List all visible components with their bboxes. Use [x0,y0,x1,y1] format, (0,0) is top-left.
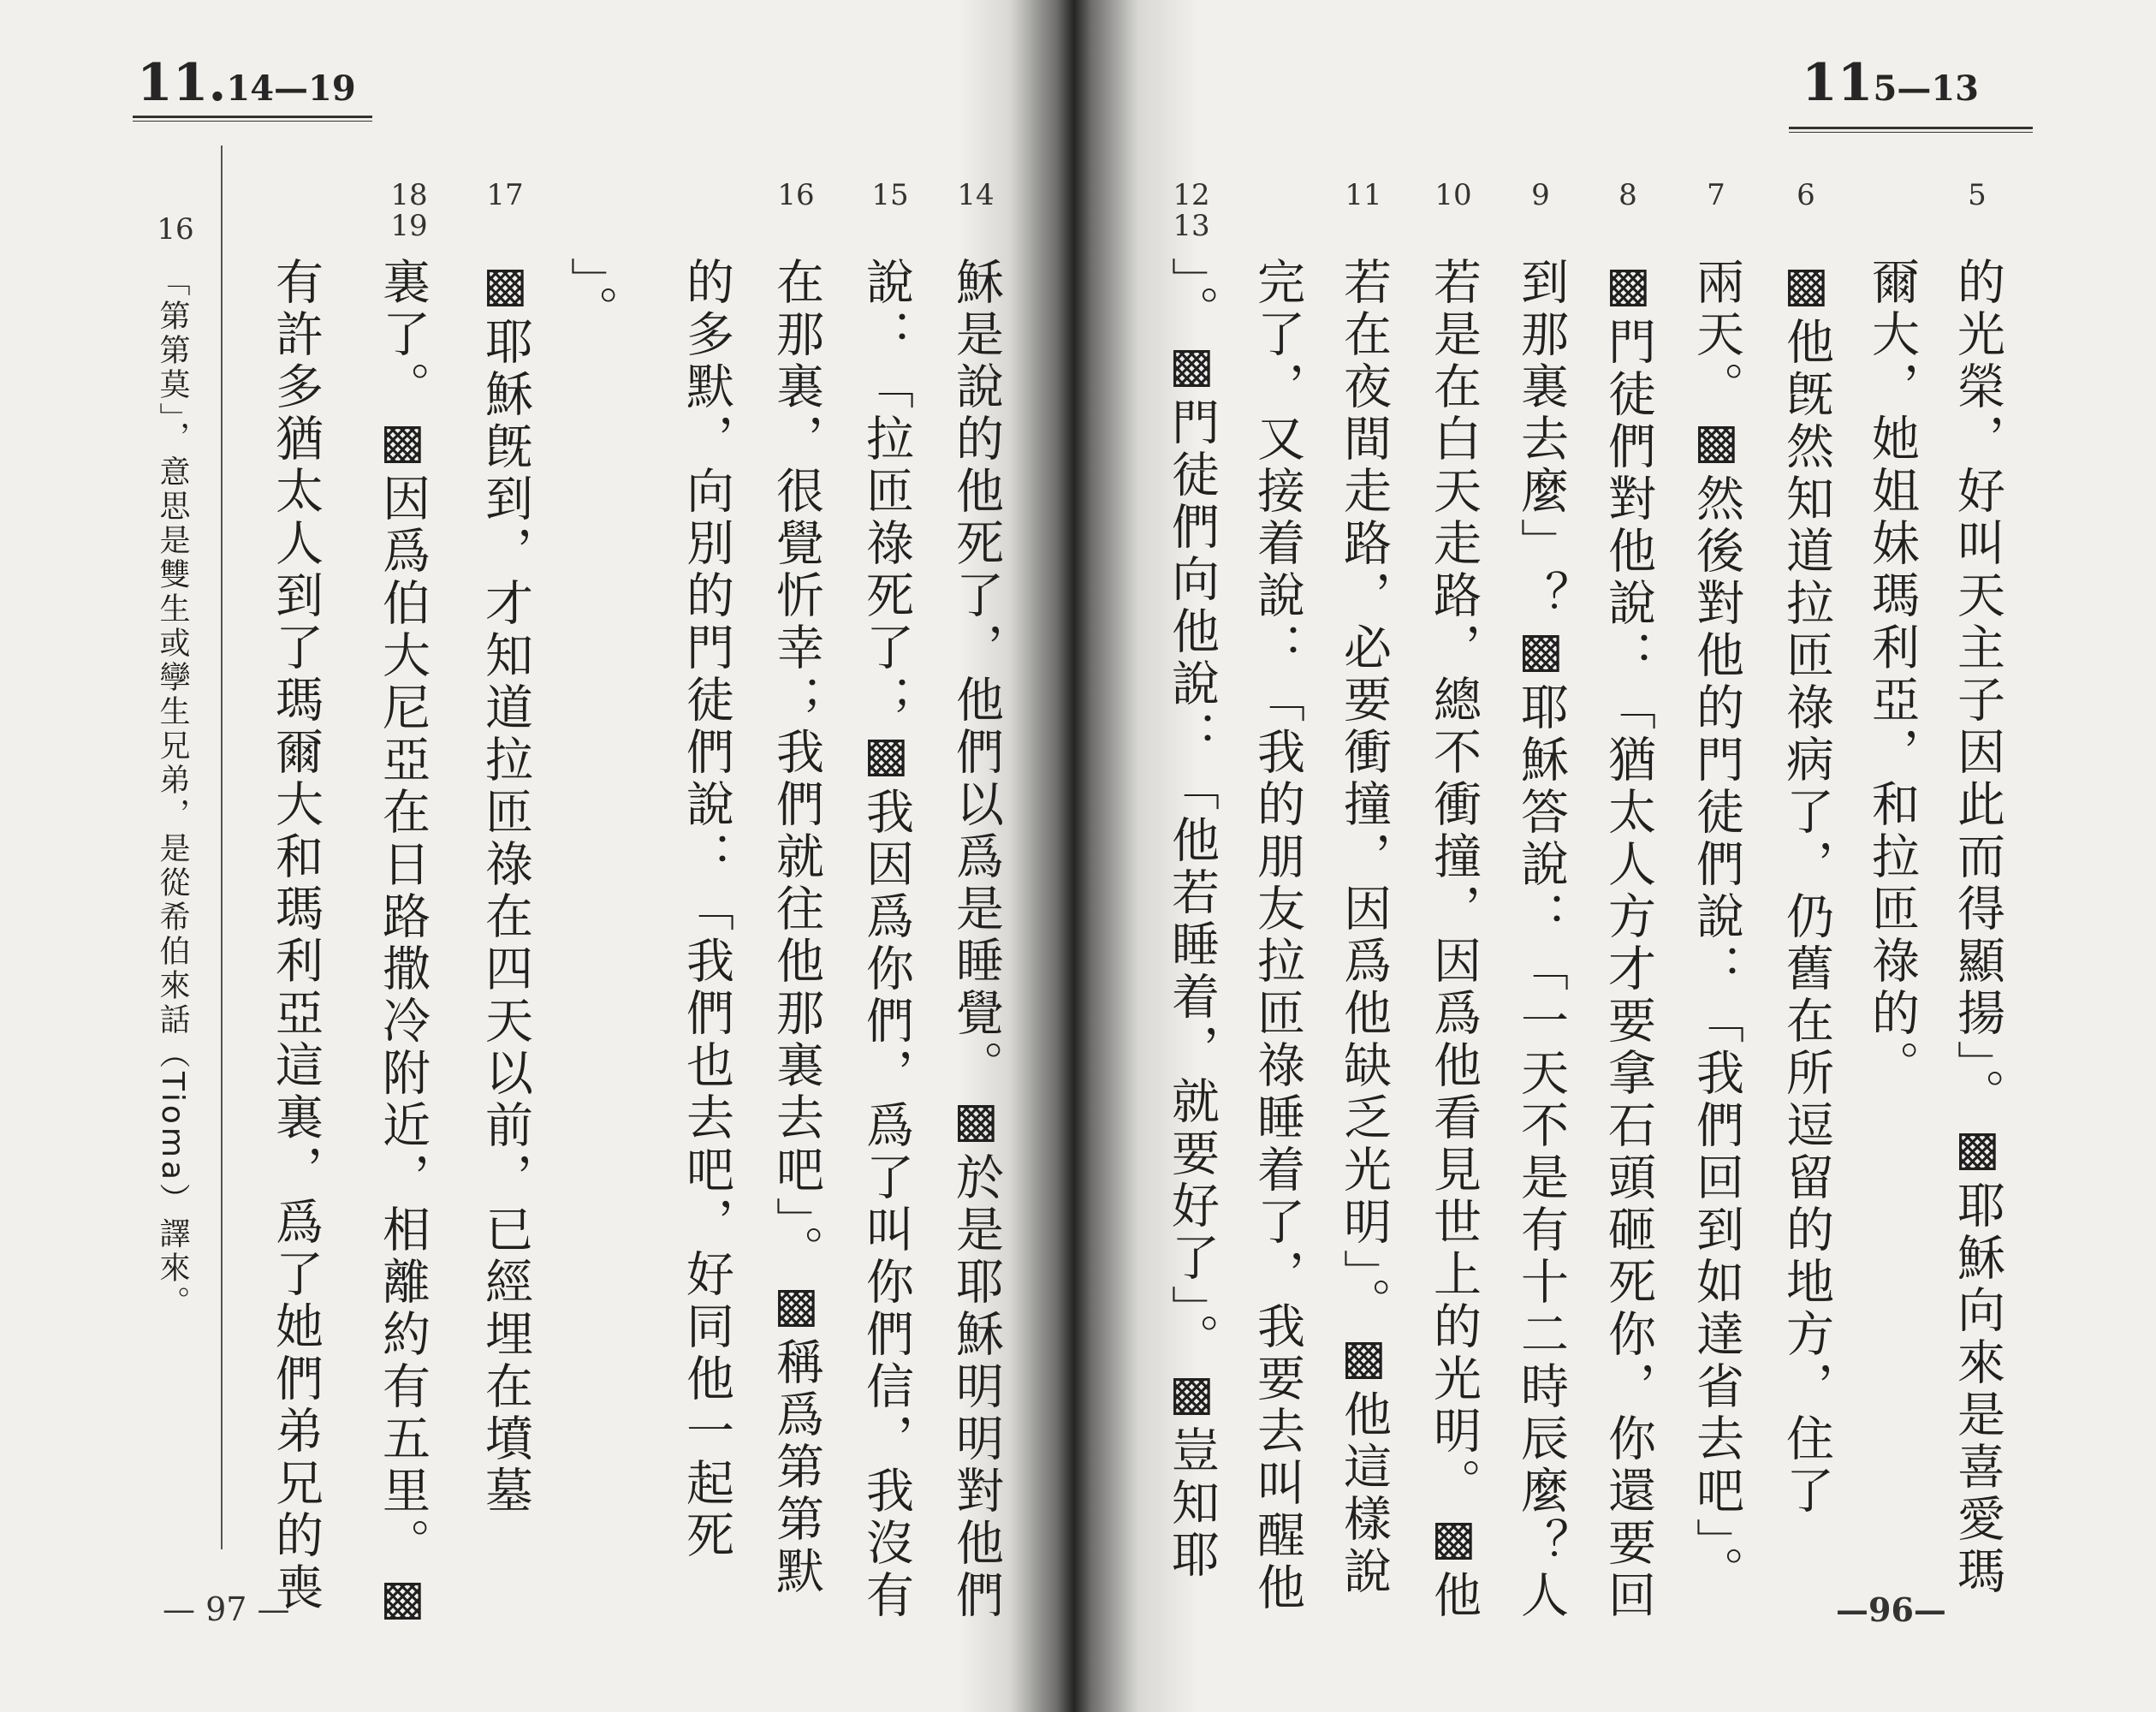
left-verse-marker: 18 19 [390,178,428,243]
right-verse-marker: 12 13 [1173,178,1210,243]
left-page-number: — 97 — [163,1590,290,1628]
right-text-column: 到那裏去麼」？▩耶穌答說：「一天不是有十二時辰麼？人 [1513,257,1569,1622]
left-text-column: ▩耶穌旣到，才知道拉匝祿在四天以前，已經埋在墳墓 [478,257,533,1518]
right-text-column: 兩天。▩然後對他的門徒們說：「我們回到如達省去吧」。 [1689,257,1744,1598]
right-text-column: 若是在白天走路，總不衝撞，因爲他看見世上的光明。▩他 [1426,257,1482,1622]
right-text-column: 」。▩門徒們向他說：「他若睡着，就要好了」。▩豈知耶 [1164,257,1220,1582]
left-chapter: 11. [137,53,227,113]
left-verse-range: 14—19 [226,68,356,109]
right-chapter: 11 [1802,53,1874,113]
right-page [1096,0,2156,1712]
footnote-divider [221,146,223,1549]
right-text-column: 若在夜間走路，必要衝撞，因爲他缺乏光明」。▩他這樣說 [1336,257,1392,1598]
right-verse-marker: 7 [1707,178,1725,212]
footnote-number: 16 [157,212,194,247]
left-text-column: 在那裏，很覺忻幸；我們就往他那裏去吧」。▩稱爲第第默 [769,257,824,1598]
left-text-column: 」。 [563,257,619,337]
right-chapter-ref [1802,53,1979,113]
left-verse-marker: 14 [957,178,995,212]
footnote-text: 「第第莫」，意思是雙生或孿生兄弟，是從希伯來話（Tioma）譯來。 [155,265,190,1321]
left-header-rule [133,116,372,122]
right-verse-marker: 6 [1797,178,1815,212]
right-verse-marker: 11 [1345,178,1382,212]
left-text-column: 裏了。▩因爲伯大尼亞在日路撒冷附近，相離約有五里。▩ [375,257,431,1630]
right-verse-marker: 5 [1968,178,1987,212]
left-chapter-ref [137,53,356,113]
right-text-column: ▩門徒們對他說：「猶太人方才要拿石頭砸死你，你還要回 [1601,257,1656,1622]
left-page [0,0,1061,1712]
left-text-column: 的多默，向別的門徒們說：「我們也去吧，好同他一起死 [679,257,734,1562]
right-text-column: 爾大，她姐妹瑪利亞，和拉匝祿的。 [1864,257,1920,1092]
right-text-column: 完了，又接着說：「我的朋友拉匝祿睡着了，我要去叫醒他 [1250,257,1305,1614]
left-text-column: 說：「拉匝祿死了；▩我因爲你們，爲了叫你們信，我沒有 [858,257,914,1622]
right-verse-marker: 8 [1618,178,1637,212]
right-verse-marker: 9 [1531,178,1550,212]
right-text-column: 的光榮，好叫天主子因此而得顯揚」。▩耶穌向來是喜愛瑪 [1950,257,2005,1598]
left-verse-marker: 16 [777,178,815,212]
right-page-number: —96— [1836,1590,1946,1629]
right-verse-range: 5—13 [1873,68,1979,109]
left-verse-marker: 17 [486,178,524,212]
right-verse-marker: 10 [1434,178,1472,212]
left-text-column: 穌是說的他死了，他們以爲是睡覺。▩於是耶穌明明對他們 [948,257,1004,1622]
left-verse-marker: 15 [871,178,909,212]
left-text-column: 有許多猶太人到了瑪爾大和瑪利亞這裏，爲了她們弟兄的喪 [268,257,324,1614]
right-text-column: ▩他旣然知道拉匝祿病了，仍舊在所逗留的地方，住了 [1779,257,1834,1518]
right-header-rule [1789,127,2033,133]
